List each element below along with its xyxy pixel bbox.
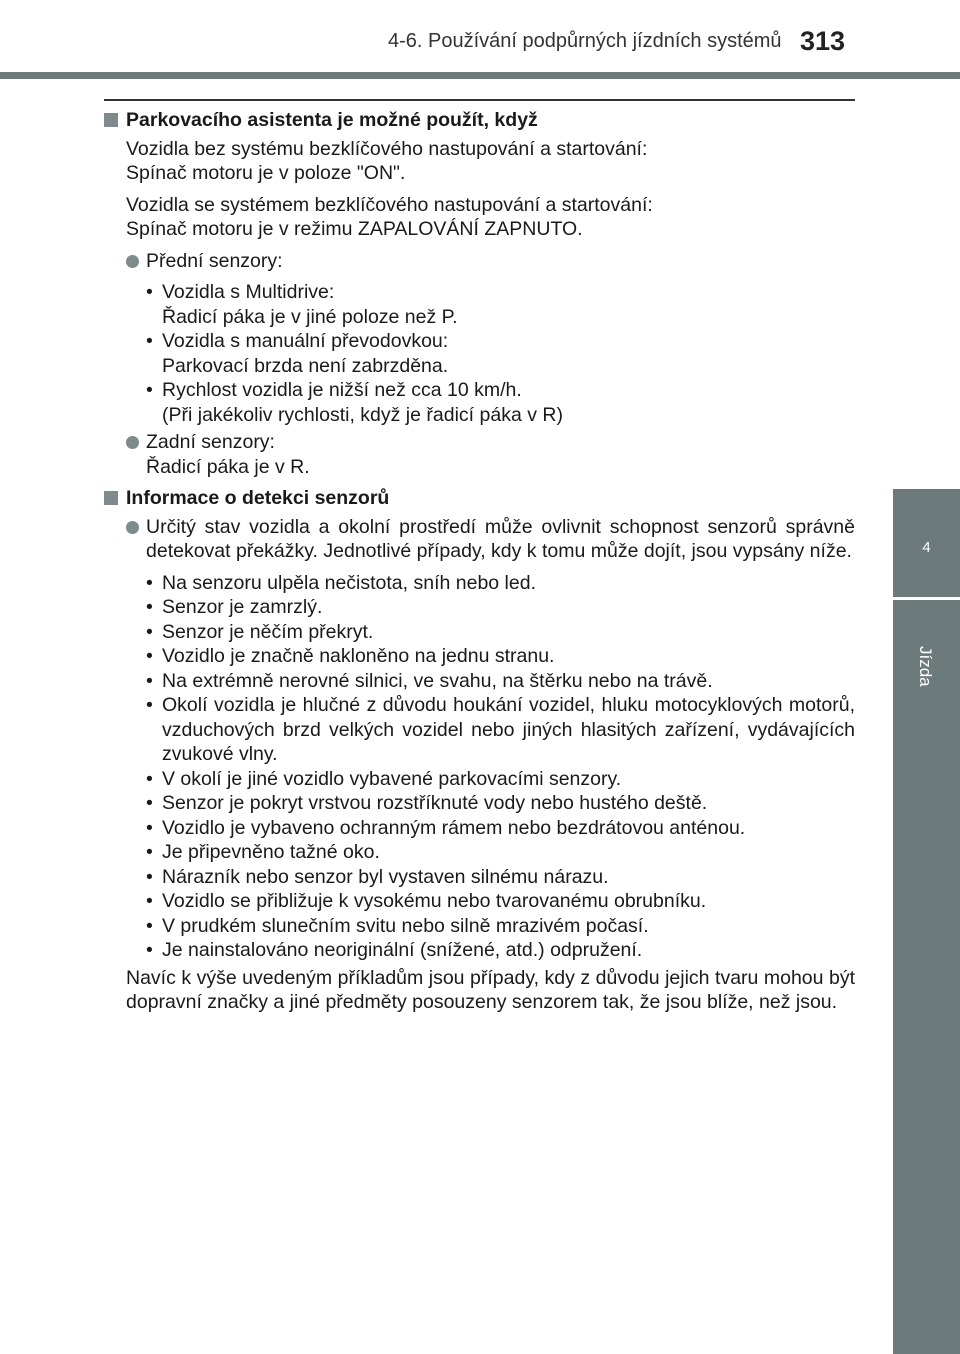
page-content — [104, 108, 855, 1015]
round-bullet-icon — [126, 521, 139, 534]
list-item: • Na extrémně nerovné silnici, ve svahu, na štěrku nebo na trávě. — [146, 669, 713, 692]
list-item: • Rychlost vozidla je nižší než cca 10 km/h. (Při jakékoliv rychlosti, když je řadicí páka v R) — [146, 379, 563, 426]
list-item: • Vozidlo se přibližuje k vysokému nebo tvarovanému obrubníku. — [146, 890, 707, 912]
list-item: • Vozidlo je značně nakloněno na jednu stranu. — [146, 645, 555, 667]
list-item: • Vozidla s Multidrive: Řadicí páka je v jiné poloze než P. — [146, 281, 458, 328]
list-item: • Vozidla s manuální převodovkou: Parkovací brzda není zabrzděna. — [146, 330, 449, 377]
list-item: • V okolí je jiné vozidlo vybavené parkovacími senzory. — [146, 767, 622, 790]
list-item: • Senzor je zamrzlý. — [146, 596, 323, 618]
square-bullet-icon — [104, 491, 118, 505]
round-bullet-icon — [126, 436, 139, 449]
list-item: • Na senzoru ulpěla nečistota, sníh nebo led. — [146, 571, 536, 594]
closing-paragraph: Navíc k výše uvedeným příkladům jsou případy, kdy z důvodu jejich tvaru mohou být dopravní značky a jiné předměty posouzeny senzorem tak, že jsou blíže, než jsou. — [126, 966, 855, 1013]
square-bullet-icon — [104, 113, 118, 127]
section-heading-detection: Informace o detekci senzorů — [104, 486, 855, 511]
section-title: 4-6. Používání podpůrných jízdních systémů — [388, 30, 782, 52]
chapter-number: 4 — [922, 539, 931, 556]
paragraph-keyless: Vozidla se systémem bezklíčového nastupování a startování: Spínač motoru je v režimu ZAPALOVÁNÍ ZAPNUTO. — [126, 193, 653, 240]
page-number: 313 — [800, 26, 846, 56]
list-item: • V prudkém slunečním svitu nebo silně mrazivém počasí. — [146, 914, 649, 937]
chapter-label: Jízda — [916, 646, 935, 687]
list-item: • Nárazník nebo senzor byl vystaven silnému nárazu. — [146, 865, 609, 888]
list-item: • Okolí vozidla je hlučné z důvodu houkání vozidel, hluku motocyklových motorů, vzduchových brzd velkých vozidel nebo jiných hlasitých zařízení, vydávajících zvukové vlny. — [146, 694, 855, 765]
chapter-tab — [893, 489, 960, 597]
front-sensors-list — [146, 280, 855, 427]
list-item: • Senzor je pokryt vrstvou rozstříknuté vody nebo hustého deště. — [146, 792, 708, 814]
list-item: • Vozidlo je vybaveno ochranným rámem nebo bezdrátovou anténou. — [146, 816, 746, 839]
header-rule — [0, 72, 960, 79]
content-top-rule — [104, 99, 855, 101]
paragraph-no-keyless: Vozidla bez systému bezklíčového nastupování a startování: Spínač motoru je v poloze "ON". — [126, 137, 648, 184]
chapter-tab-label-strip — [893, 600, 960, 1354]
list-item: • Senzor je něčím překryt. — [146, 620, 374, 643]
detection-intro-item: Určitý stav vozidla a okolní prostředí může ovlivnit schopnost senzorů správně detekovat překážky. Jednotlivé případy, kdy k tomu může dojít, jsou vypsány níže. — [126, 515, 855, 564]
list-item: • Je připevněno tažné oko. — [146, 841, 380, 863]
round-bullet-icon — [126, 255, 139, 268]
section-heading-usage: Parkovacího asistenta je možné použít, když — [104, 108, 855, 133]
list-item: • Je nainstalováno neoriginální (snížené, atd.) odpružení. — [146, 939, 643, 961]
rear-sensors-item: Zadní senzory: Řadicí páka je v R. — [126, 430, 855, 479]
front-sensors-item: Přední senzory: — [126, 249, 855, 274]
detection-conditions-list — [146, 571, 855, 963]
